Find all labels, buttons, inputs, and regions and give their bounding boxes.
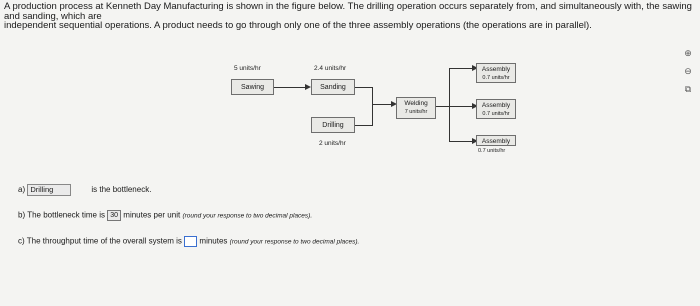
zoom-in-icon[interactable]: ⊕ [684, 48, 692, 58]
intro-line-1: A production process at Kenneth Day Manufacturing is shown in the figure below. The drilling operation occurs separately from, and simultaneously with, the sawing and sanding, which are [4, 1, 692, 22]
zoom-out-icon[interactable]: ⊖ [684, 66, 692, 76]
assembly-box-1 [476, 63, 516, 83]
assembly-rate: 0.7 units/hr [482, 111, 510, 117]
drilling-rate: 2 units/hr [319, 140, 346, 147]
connector [372, 87, 373, 126]
intro-line-2: independent sequential operations. A product needs to go through only one of the three assembly operations (the operations are in parallel). [4, 20, 592, 31]
assembly-rate: 0.7 units/hr [482, 75, 510, 81]
question-c-hint: (round your response to two decimal places). [229, 238, 360, 246]
popout-icon[interactable]: ⧉ [684, 84, 692, 94]
problem-statement [4, 2, 700, 31]
connector [449, 141, 473, 142]
question-b [18, 210, 312, 221]
welding-box [396, 97, 436, 119]
sanding-rate: 2.4 units/hr [314, 65, 347, 72]
question-b-suffix: minutes per unit [123, 210, 181, 220]
bottleneck-time-input[interactable]: 30 [107, 210, 121, 221]
question-a-label: a) [18, 185, 26, 195]
assembly-name: Assembly [481, 66, 511, 73]
connector [436, 106, 450, 107]
question-a-suffix: is the bottleneck. [91, 185, 152, 195]
arrow-sawing-sanding [274, 87, 306, 88]
drilling-box: Drilling [311, 117, 355, 133]
question-c [18, 236, 359, 247]
sawing-box: Sawing [231, 79, 274, 95]
connector [449, 68, 450, 141]
question-c-suffix: minutes [199, 236, 228, 246]
welding-name: Welding [404, 100, 428, 107]
throughput-time-input[interactable] [184, 236, 197, 247]
assembly-box-2 [476, 99, 516, 119]
question-c-prefix: c) The throughput time of the overall system is [18, 236, 182, 246]
connector [449, 106, 473, 107]
connector [372, 104, 392, 105]
connector [355, 87, 373, 88]
assembly-3-rate: 0.7 units/hr [478, 148, 506, 154]
question-b-hint: (round your response to two decimal places). [182, 212, 313, 220]
bottleneck-dropdown[interactable]: Drilling [27, 184, 71, 196]
assembly-name: Assembly [481, 102, 511, 109]
sanding-box: Sanding [311, 79, 355, 95]
connector [449, 68, 473, 69]
welding-rate: 7 units/hr [404, 109, 428, 115]
sawing-rate: 5 units/hr [234, 65, 261, 72]
assembly-box-3 [476, 135, 516, 146]
connector [355, 125, 373, 126]
assembly-name: Assembly [481, 138, 511, 145]
question-a [18, 184, 151, 196]
question-b-prefix: b) The bottleneck time is [18, 210, 106, 220]
